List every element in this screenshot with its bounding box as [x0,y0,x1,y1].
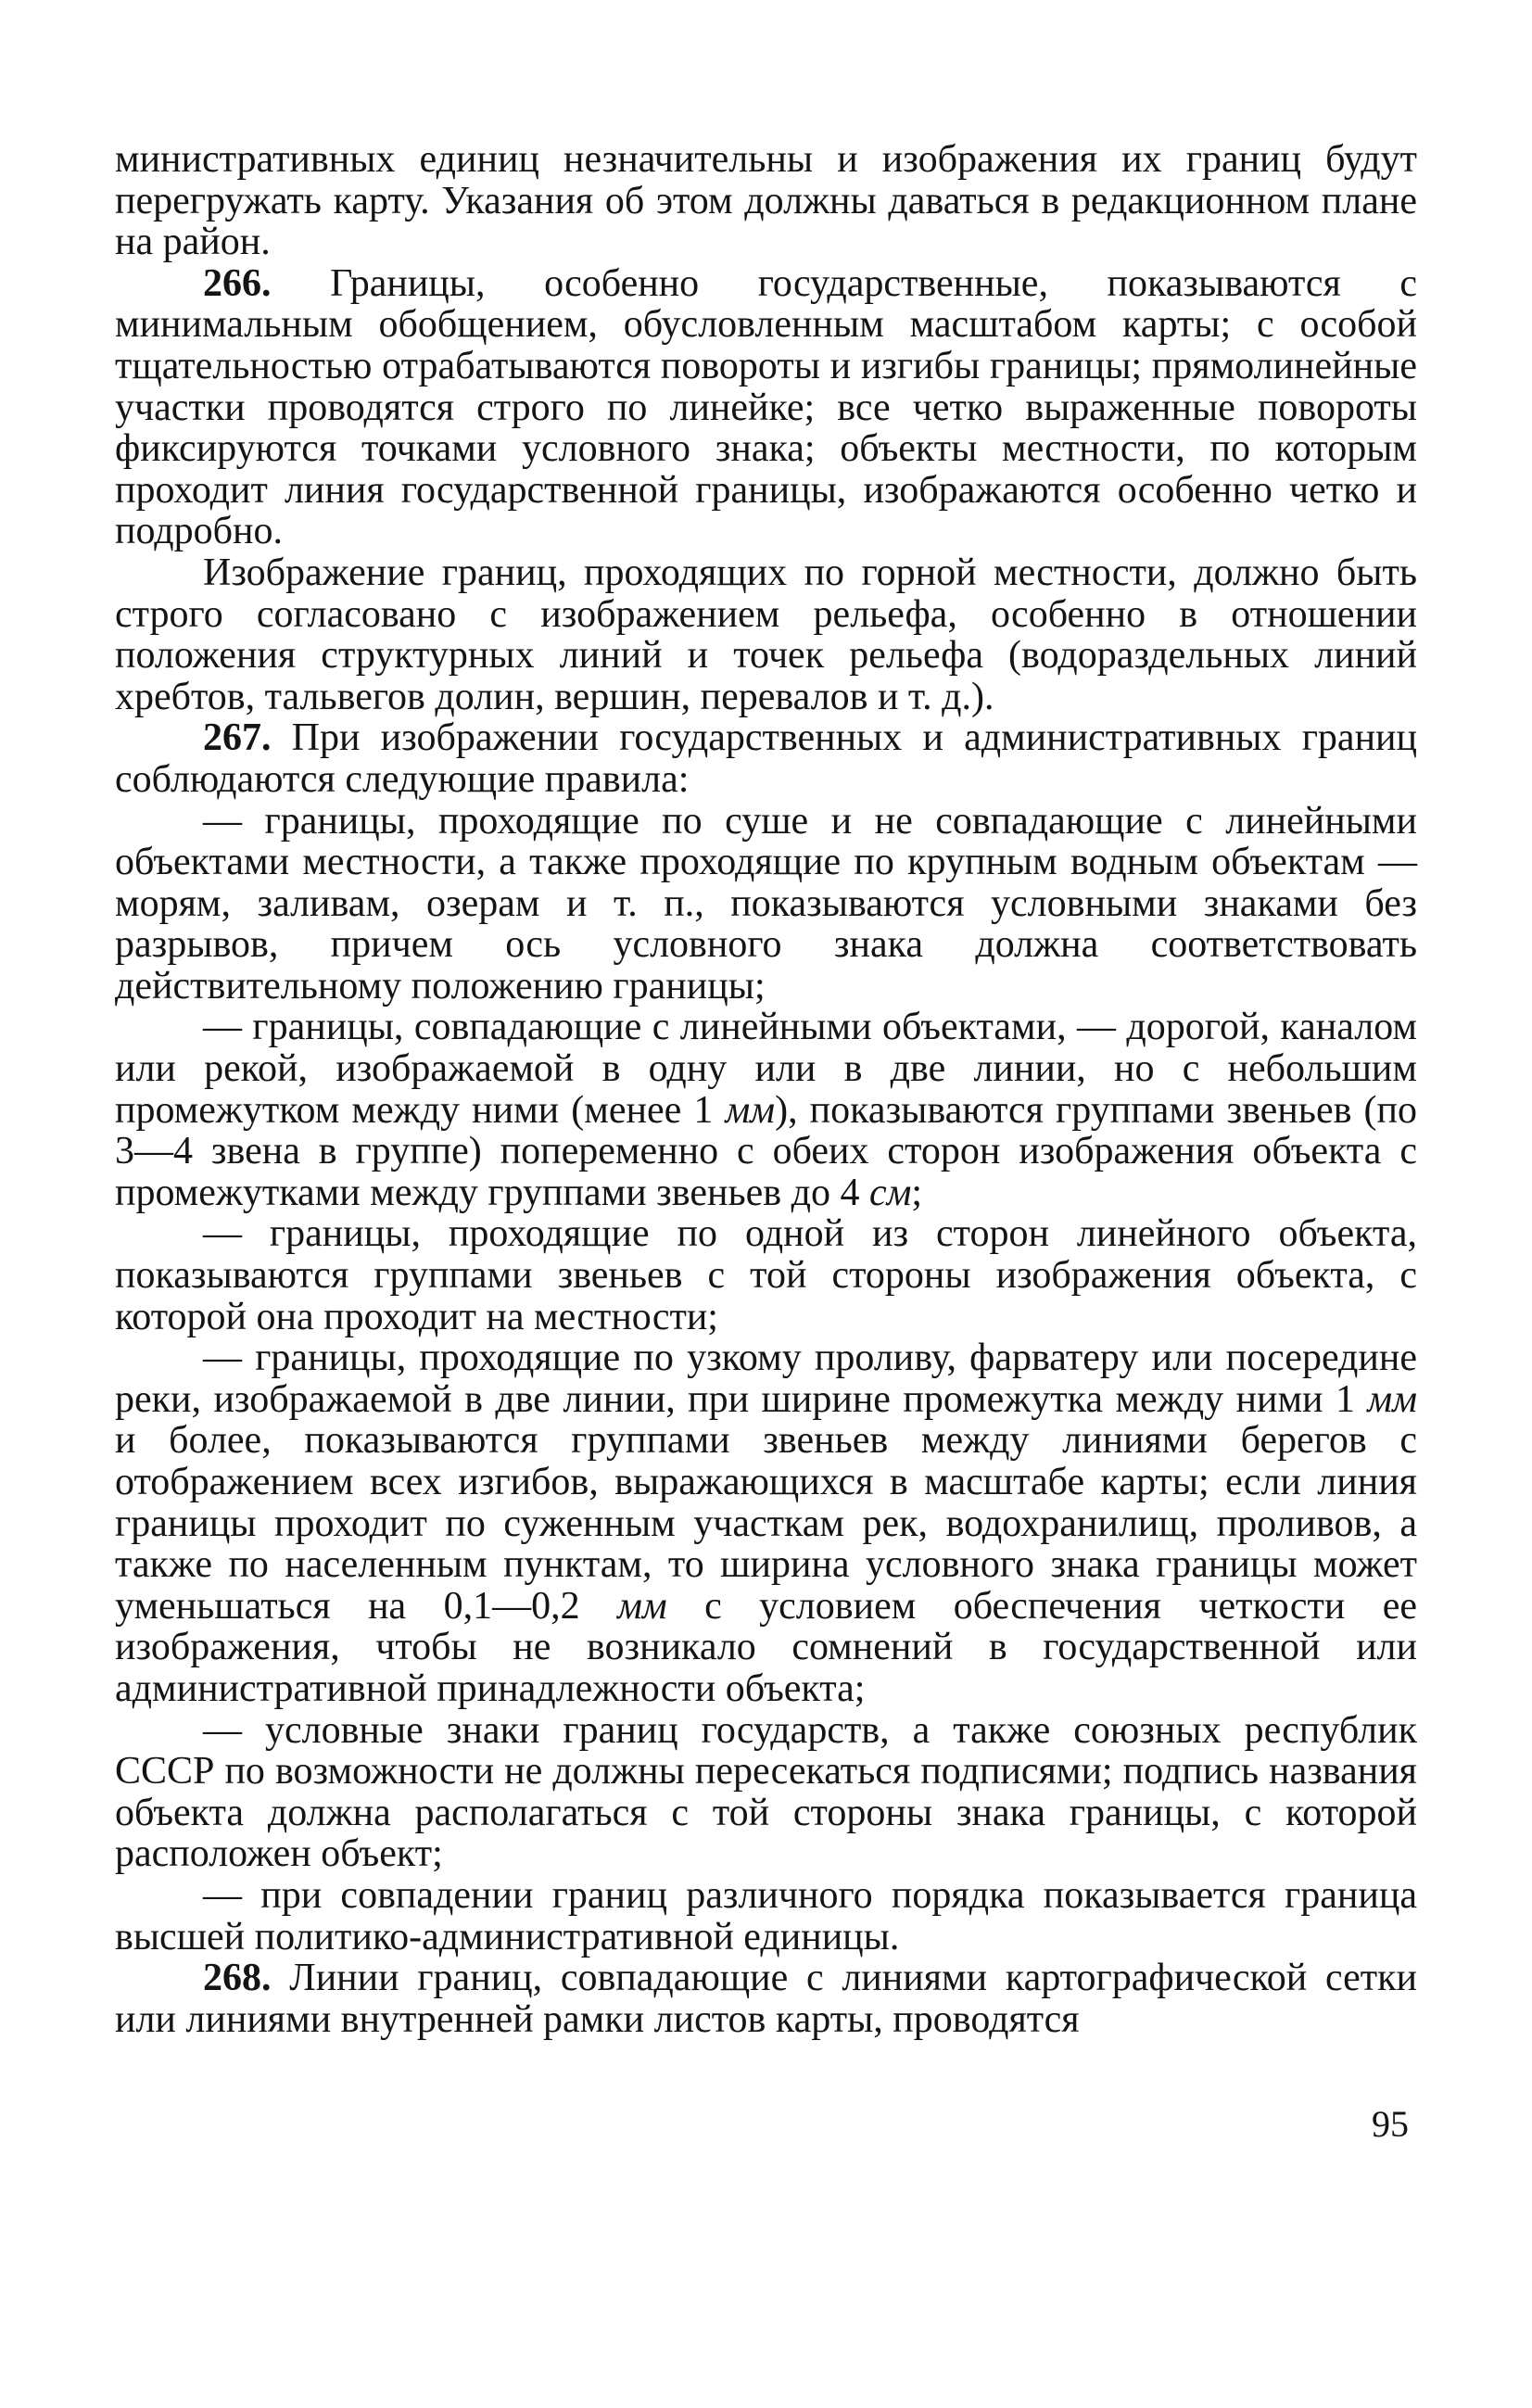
rule-text: — границы, совпадающие с линейными объектами, — дорогой, каналом или рекой, изображаемой в одну или в две линии, но с небольшим промежутком между ними (менее 1 [115,1006,1417,1132]
rule-text: ), показываются группами звеньев (по 3—4 звена в группе) попеременно с обеих сторон изображения объекта с промежутками между группами звеньев до 4 [115,1088,1417,1214]
rule-item-5 [115,1710,1417,1875]
page-number: 95 [1372,2103,1409,2145]
section-number: 268. [203,1957,272,2000]
rule-item-2 [115,1007,1417,1213]
paragraph-266 [115,263,1417,552]
rule-item-3 [115,1213,1417,1337]
rule-item-1 [115,801,1417,1008]
unit-cm: см [868,1171,912,1214]
rule-text: с условием обеспечения четкости ее изображения, чтобы не возникало сомнений в государственной или административной принадлежности объекта; [115,1584,1418,1710]
page-body [115,139,1417,2271]
section-number: 267. [203,716,272,760]
rule-text: — границы, проходящие по одной из сторон линейного объекта, показываются группами звеньев с той стороны изображения объекта, с которой она проходит на местности; [115,1212,1417,1338]
rule-text: — границы, проходящие по узкому проливу, фарватеру или посередине реки, изображаемой в две линии, при ширине промежутка между ними 1 [115,1337,1417,1421]
unit-mm: мм [1367,1377,1417,1421]
rule-text: и более, показываются группами звеньев между линиями берегов с отображением всех изгибов, выражающихся в масштабе карты; если линия границы проходит по суженным участкам рек, водохранилищ, проливов, а также по населенным пунктам, то ширина условного знака границы может уменьшаться на 0,1—0,2 [115,1419,1417,1628]
rule-text: — условные знаки границ государств, а также союзных республик СССР по возможности не должны пересекаться подписями; подпись названия объекта должна располагаться с той стороны знака границы, с которой расположен объект; [115,1708,1417,1876]
paragraph-text: министративных единиц незначительны и изображения их границ будут перегружать карту. Указания об этом должны даваться в редакционном плане на район. [115,138,1417,264]
paragraph-text: При изображении государственных и административных границ соблюдаются следующие правила: [115,716,1417,801]
paragraph-268 [115,1958,1417,2040]
rule-text: ; [911,1171,923,1214]
rule-item-4 [115,1337,1417,1709]
rule-text: — границы, проходящие по суше и не совпадающие с линейными объектами местности, а также проходящие по крупным водным объектам — морям, заливам, озерам и т. п., показываются условными знаками без разрывов, причем ось условного знака должна соответствовать действительному положению границы; [115,799,1417,1008]
paragraph-267 [115,717,1417,800]
unit-mm: мм [725,1088,776,1132]
paragraph-266-mountain [115,552,1417,717]
paragraph-text: Границы, особенно государственные, показываются с минимальным обобщением, обусловленным масштабом карты; с особой тщательностью отрабатываются повороты и изгибы границы; прямолинейные участки проводятся строго по линейке; все четко выраженные повороты фиксируются точками условного знака; объекты местности, по которым проходит линия государственной границы, изображаются особенно четко и подробно. [115,261,1417,553]
rule-text: — при совпадении границ различного порядка показывается граница высшей политико-административной единицы. [115,1873,1417,1958]
section-number: 266. [203,261,272,305]
unit-mm: мм [617,1584,667,1628]
paragraph-continued [115,139,1417,263]
paragraph-text: Изображение границ, проходящих по горной местности, должно быть строго согласовано с изображением рельефа, особенно в отношении положения структурных линий и точек рельефа (водораздельных линий хребтов, тальвегов долин, вершин, перевалов и т. д.). [115,551,1417,718]
paragraph-text: Линии границ, совпадающие с линиями картографической сетки или линиями внутренней рамки листов карты, проводятся [115,1957,1417,2041]
rule-item-6 [115,1875,1417,1958]
